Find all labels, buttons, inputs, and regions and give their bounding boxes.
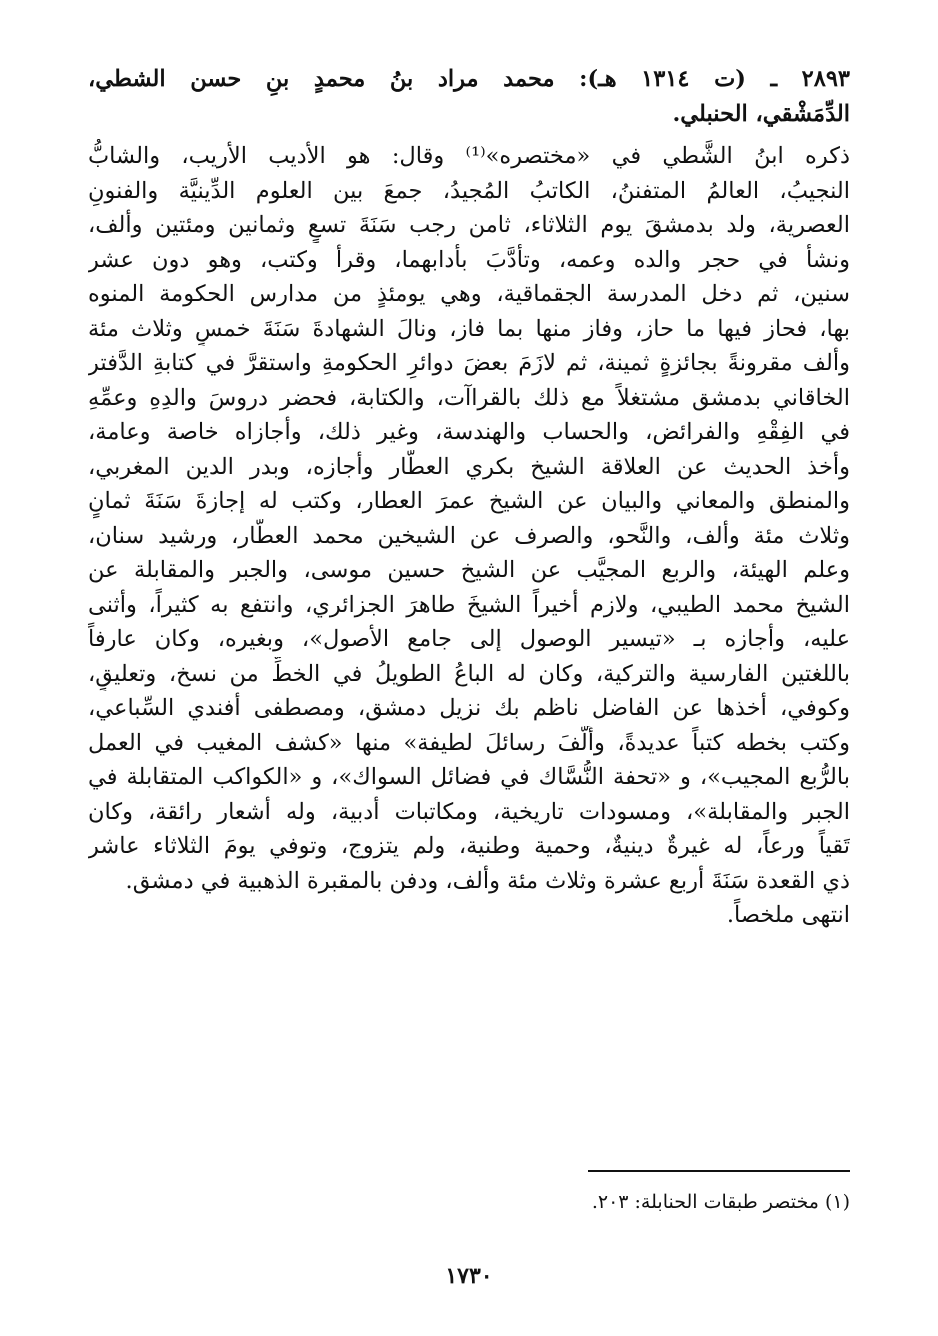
body-line: وعلم الهيئة، والربع المجيَّب عن الشيخ حسين موسى، والجبر والمقابلة عن bbox=[88, 557, 850, 583]
entry-heading-line: الدِّمَشْقي، الحنبلي. bbox=[672, 100, 850, 127]
footnote: (١) مختصر طبقات الحنابلة: ٢٠٣. bbox=[591, 1191, 850, 1213]
body-line: وألف مقرونةً بجائزةٍ ثمينة، ثم لازَمَ بعضَ دوائرِ الحكومةِ واستقرَّ في كتابةِ الدَّفتر bbox=[88, 350, 850, 376]
body-line: انتهى ملخصاً. bbox=[726, 902, 850, 928]
entry-heading-line: ٢٨٩٣ ـ (ت ١٣١٤ هـ): محمد مراد بنُ محمدٍ بنِ حسن الشطي، bbox=[88, 66, 850, 92]
body-line: عليه، وأجازه بـ «تيسير الوصول إلى جامع الأصول»، وبغيره، وكان عارفاً bbox=[88, 626, 850, 652]
body-line: تَقياً ورعاً، له غيرةٌ دينيةٌ، وحمية وطنية، ولم يتزوج، وتوفي يومَ الثلاثاء عاشر bbox=[88, 833, 850, 859]
body-line: بالرُّبع المجيب»، و «تحفة النُّسَّاك في فضائل السواك»، و «الكواكب المتقابلة في bbox=[88, 764, 850, 790]
body-line: الشيخ محمد الطيبي، ولازم أخيراً الشيخَ طاهرَ الجزائري، وانتفع به كثيراً، وأثنى bbox=[88, 591, 850, 618]
body-line: سنين، ثم دخل المدرسة الجقماقية، وهي يومئذٍ من مدارس الحكومة المنوه bbox=[88, 281, 850, 307]
body-line: باللغتين الفارسية والتركية، وكان له الباعُ الطويلُ في الخطِّ من نسخ، وتعليقٍ، bbox=[88, 660, 850, 687]
body-line: النجيبُ، العالمُ المتفننُ، الكاتبُ المُجيدُ، جمعَ بين العلوم الدِّينيَّة والفنونِ bbox=[88, 177, 850, 204]
footnote-separator bbox=[588, 1170, 850, 1172]
page-number: ١٧٣٠ bbox=[445, 1263, 493, 1289]
body-line: في الفِقْهِ والفرائض، والحساب والهندسة، وغير ذلك، وأجازاه خاصة وعامة، bbox=[88, 419, 850, 445]
entry-text bbox=[88, 62, 850, 933]
body-line: ونشأ في حجر والده وعمه، وتأدَّبَ بأدابهما، وقرأ وكتب، وهو دون عشر bbox=[88, 246, 850, 273]
paragraph-gap bbox=[88, 131, 850, 139]
body-line: وثلاث مئة وألف، والنَّحو، والصرف عن الشيخين محمد العطَّار، ورشيد سنان، bbox=[88, 522, 850, 549]
body-line: ذي القعدة سَنَةَ أربع عشرة وثلاث مئة وألف، ودفن بالمقبرة الذهبية في دمشق. bbox=[125, 867, 850, 894]
body-line: وكتب بخطه كتباً عديدةً، وأَلَّفَ رسائلَ لطيفة» منها «كشف المغيب في العمل bbox=[88, 729, 850, 756]
body-line: العصرية، ولد بدمشقَ يوم الثلاثاء، ثامن رجب سَنَةَ تسعٍ وثمانين ومئتين وألف، bbox=[88, 212, 850, 238]
body-line: وكوفي، أخذها عن الفاضل ناظم بك نزيل دمشق، ومصطفى أفندي السِّباعي، bbox=[88, 695, 850, 721]
body-line: الخاقاني بدمشق مشتغلاً مع ذلك بالقراآت، والكتابة، فحضر دروسَ والدِهِ وعمِّهِ bbox=[88, 384, 850, 411]
body-line: بها، فحاز فيها ما حاز، وفاز منها بما فاز، ونالَ الشهادةَ سَنَةَ خمسٍ وثلاث مئة bbox=[88, 315, 850, 342]
body-line: وأخذ الحديث عن العلاقة الشيخ بكري العطَّار وأجازه، وبدر الدين المغربي، bbox=[88, 453, 850, 480]
body-line: ذكره ابنُ الشَّطي في «مختصره»⁽¹⁾ وقال: هو الأديب الأريب، والشابُّ bbox=[88, 143, 850, 169]
body-line: والمنطق والمعاني والبيان عن الشيخ عمرَ العطار، وكتب له إجازةَ سَنَةَ ثمانٍ bbox=[88, 488, 850, 514]
body-line: الجبر والمقابلة»، ومسودات تاريخية، ومكاتبات أدبية، وله أشعار رائقة، وكان bbox=[88, 798, 850, 825]
